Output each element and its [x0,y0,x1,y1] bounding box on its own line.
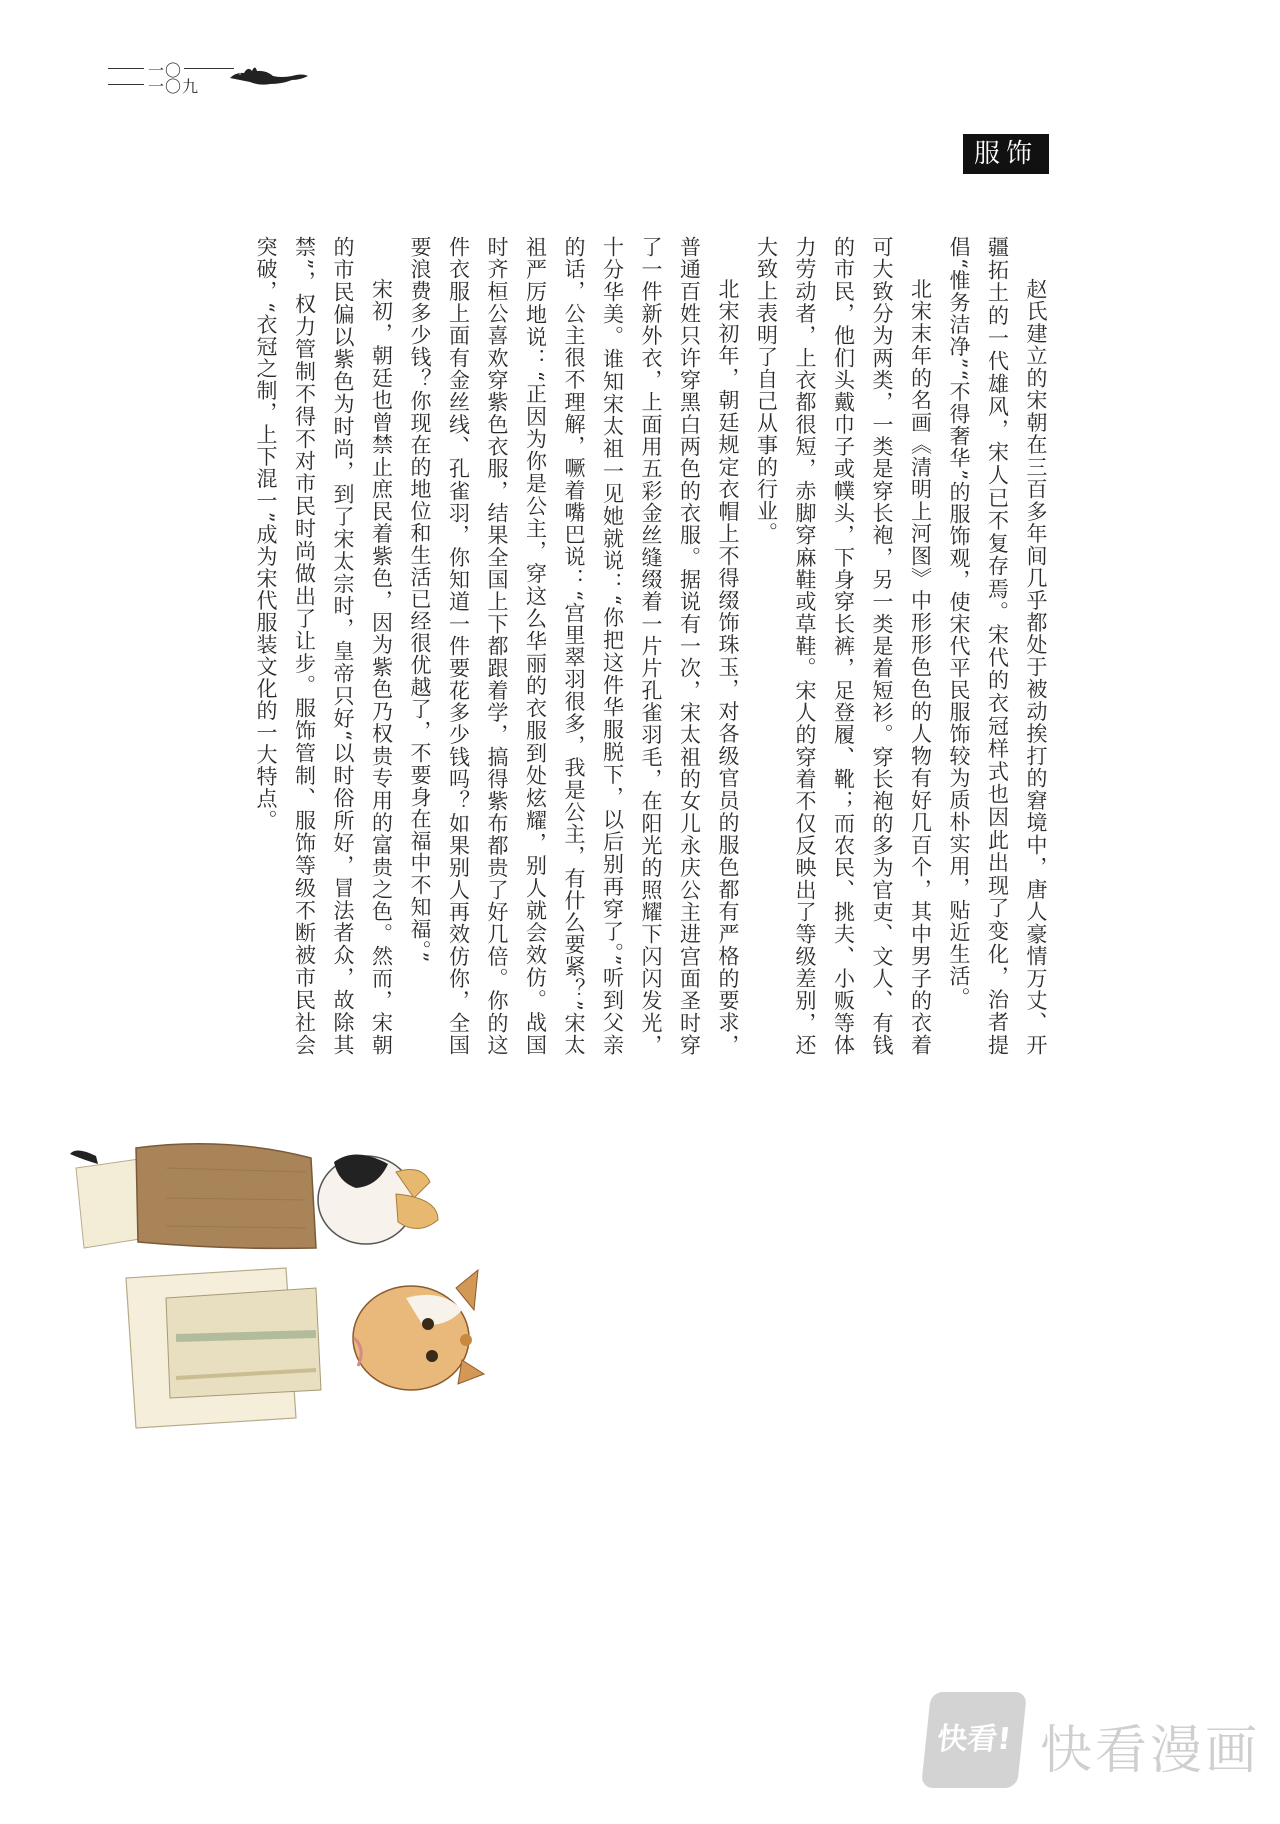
header-rule [108,68,144,69]
watermark-logo: 快看! [921,1692,1027,1788]
paragraph: 北宋末年的名画《清明上河图》中形形色色的人物有好几百个，其中男子的衣着可大致分为两类，一类是穿长袍，另一类是着短衫。穿长袍的多为官吏、文人、有钱的市民，他们头戴巾子或幞头，下身穿长裤，足登履、靴；而农民、挑夫、小贩等体力劳动者，上衣都很短，赤脚穿麻鞋或草鞋。宋人的穿着不仅反映出了等级差别，还大致上表明了自己从事的行业。 [754,236,933,1056]
watermark [926,1692,1266,1792]
paragraph: 赵氏建立的宋朝在三百多年间几乎都处于被动挨打的窘境中，唐人豪情万丈、开疆拓土的一代雄风，宋人已不复存焉。宋代的衣冠样式也因此出现了变化，治者提倡“惟务洁净”“不得奢华”的服饰观，使宋代平民服饰较为质朴实用，贴近生活。 [947,236,1048,1056]
article-body [254,236,1055,1056]
section-title: 服饰 [963,134,1049,174]
paragraph: 北宋初年，朝廷规定衣帽上不得缀饰珠玉，对各级官员的服色都有严格的要求，普通百姓只许穿黑白两色的衣服。据说有一次，宋太祖的女儿永庆公主进宫面圣时穿了一件新外衣，上面用五彩金丝缝缀着一片片孔雀羽毛，在阳光的照耀下闪闪发光，十分华美。谁知宋太祖一见她就说：“你把这件华服脱下，以后别再穿了。”听到父亲的话，公主很不理解，噘着嘴巴说：“宫里翠羽很多，我是公主，有什么要紧？”宋太祖严厉地说：“正因为你是公主，穿这么华丽的衣服到处炫耀，别人就会效仿。战国时齐桓公喜欢穿紫色衣服，结果全国上下都跟着学，搞得紫布都贵了好几倍。你的这件衣服上面有金丝线、孔雀羽，你知道一件要花多少钱吗？如果别人再效仿你，全国要浪费多少钱？你现在的地位和生活已经很优越了，不要身在福中不知福。” [408,236,740,1056]
header-rule [108,84,144,85]
cat-in-brown-robe [70,1144,438,1249]
cat-in-beige-robe [126,1268,484,1428]
cat-ornament-icon [226,54,311,94]
paragraph: 宋初，朝廷也曾禁止庶民着紫色，因为紫色乃权贵专用的富贵之色。然而，宋朝的市民偏以紫色为时尚，到了宋太宗时，皇帝只好“以时俗所好，冒法者众，故除其禁”，权力管制不得不对市民时尚做出了让步。服饰管制、服饰等级不断被市民社会突破，“衣冠之制，上下混一”成为宋代服装文化的一大特点。 [254,236,394,1056]
page-number: 一〇九 [148,77,200,96]
watermark-brand: 快看漫画 [1040,1721,1261,1781]
page-header [108,54,313,94]
page-number-top: 一〇 [148,61,183,80]
cats-in-robes-illustration [66,1138,566,1448]
